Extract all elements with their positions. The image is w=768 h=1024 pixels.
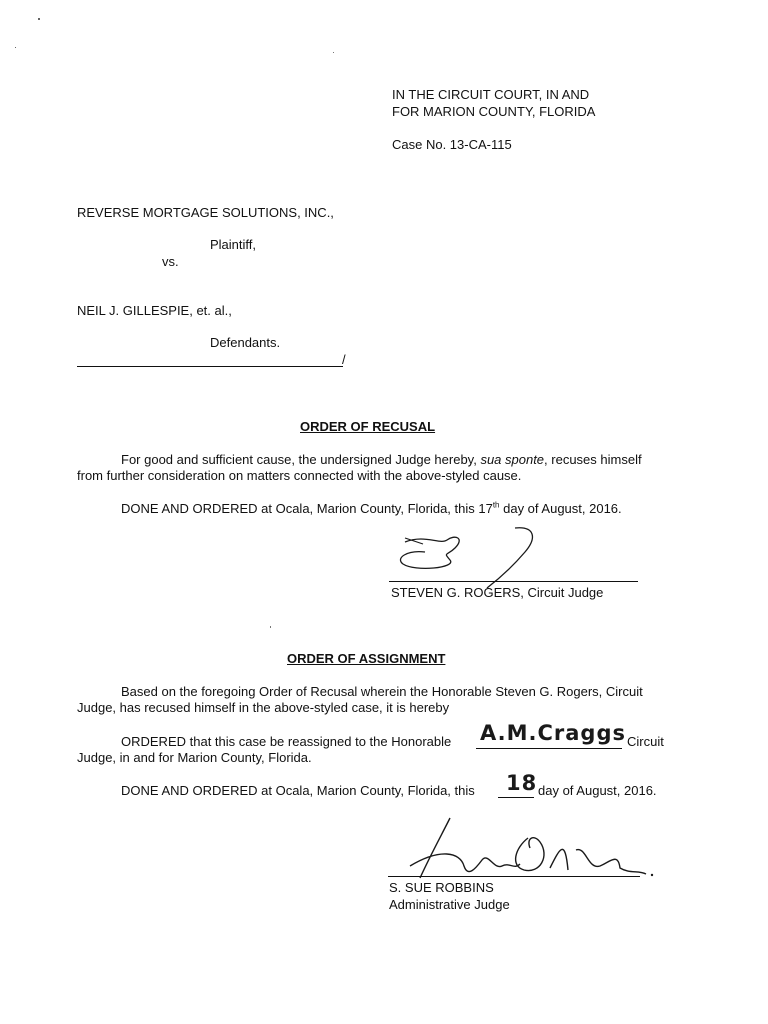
recusal-paragraph: For good and sufficient cause, the undersigned Judge hereby, sua sponte, recuses himself from further consideration on matters connected with the above-styled cause.: [77, 452, 642, 483]
assignment-paragraph: Based on the foregoing Order of Recusal wherein the Honorable Steven G. Rogers, Circuit Judge, has recused himself in the above-styled case, it is hereby: [77, 684, 643, 715]
recusal-done-ordered: DONE AND ORDERED at Ocala, Marion County, Florida, this 17th day of August, 2016.: [121, 500, 622, 516]
defendant-label: Defendants.: [210, 335, 281, 350]
court-name-line1: IN THE CIRCUIT COURT, IN AND: [392, 87, 590, 102]
ordered-line2: Judge, in and for Marion County, Florida.: [77, 750, 312, 765]
caption-slash: /: [342, 352, 346, 367]
ordered-circuit: Circuit: [627, 734, 664, 749]
assignment-title: ORDER OF ASSIGNMENT: [287, 651, 446, 666]
rogers-signer: STEVEN G. ROGERS, Circuit Judge: [391, 585, 604, 600]
rogers-signature: [395, 520, 575, 590]
assignment-done-month: day of August, 2016.: [538, 783, 657, 798]
caption-rule: [77, 366, 343, 367]
plaintiff-label: Plaintiff,: [210, 237, 257, 252]
court-name-line2: FOR MARION COUNTY, FLORIDA: [392, 104, 596, 119]
scan-speck: [38, 18, 40, 20]
robbins-signature-line: [388, 876, 640, 877]
assignment-done-ordered: DONE AND ORDERED at Ocala, Marion County, Florida, this: [121, 783, 475, 798]
ordered-text: ORDERED that this case be reassigned to the Honorable: [121, 734, 452, 749]
rogers-signature-line: [389, 581, 638, 582]
handwritten-day: 18: [506, 771, 538, 795]
case-number: Case No. 13-CA-115: [392, 137, 512, 152]
recusal-title: ORDER OF RECUSAL: [300, 419, 436, 434]
plaintiff-name: REVERSE MORTGAGE SOLUTIONS, INC.,: [77, 205, 334, 220]
day-blank: [498, 797, 534, 798]
versus-label: vs.: [162, 254, 179, 269]
scan-speck: [270, 626, 271, 628]
robbins-name: S. SUE ROBBINS: [389, 880, 494, 895]
scan-speck: [333, 52, 334, 53]
handwritten-judge-name: A.M.Craggs: [480, 721, 626, 745]
robbins-title: Administrative Judge: [389, 897, 510, 912]
scan-speck: [15, 47, 16, 48]
judge-name-blank: [476, 748, 622, 749]
defendant-name: NEIL J. GILLESPIE, et. al.,: [77, 303, 232, 318]
